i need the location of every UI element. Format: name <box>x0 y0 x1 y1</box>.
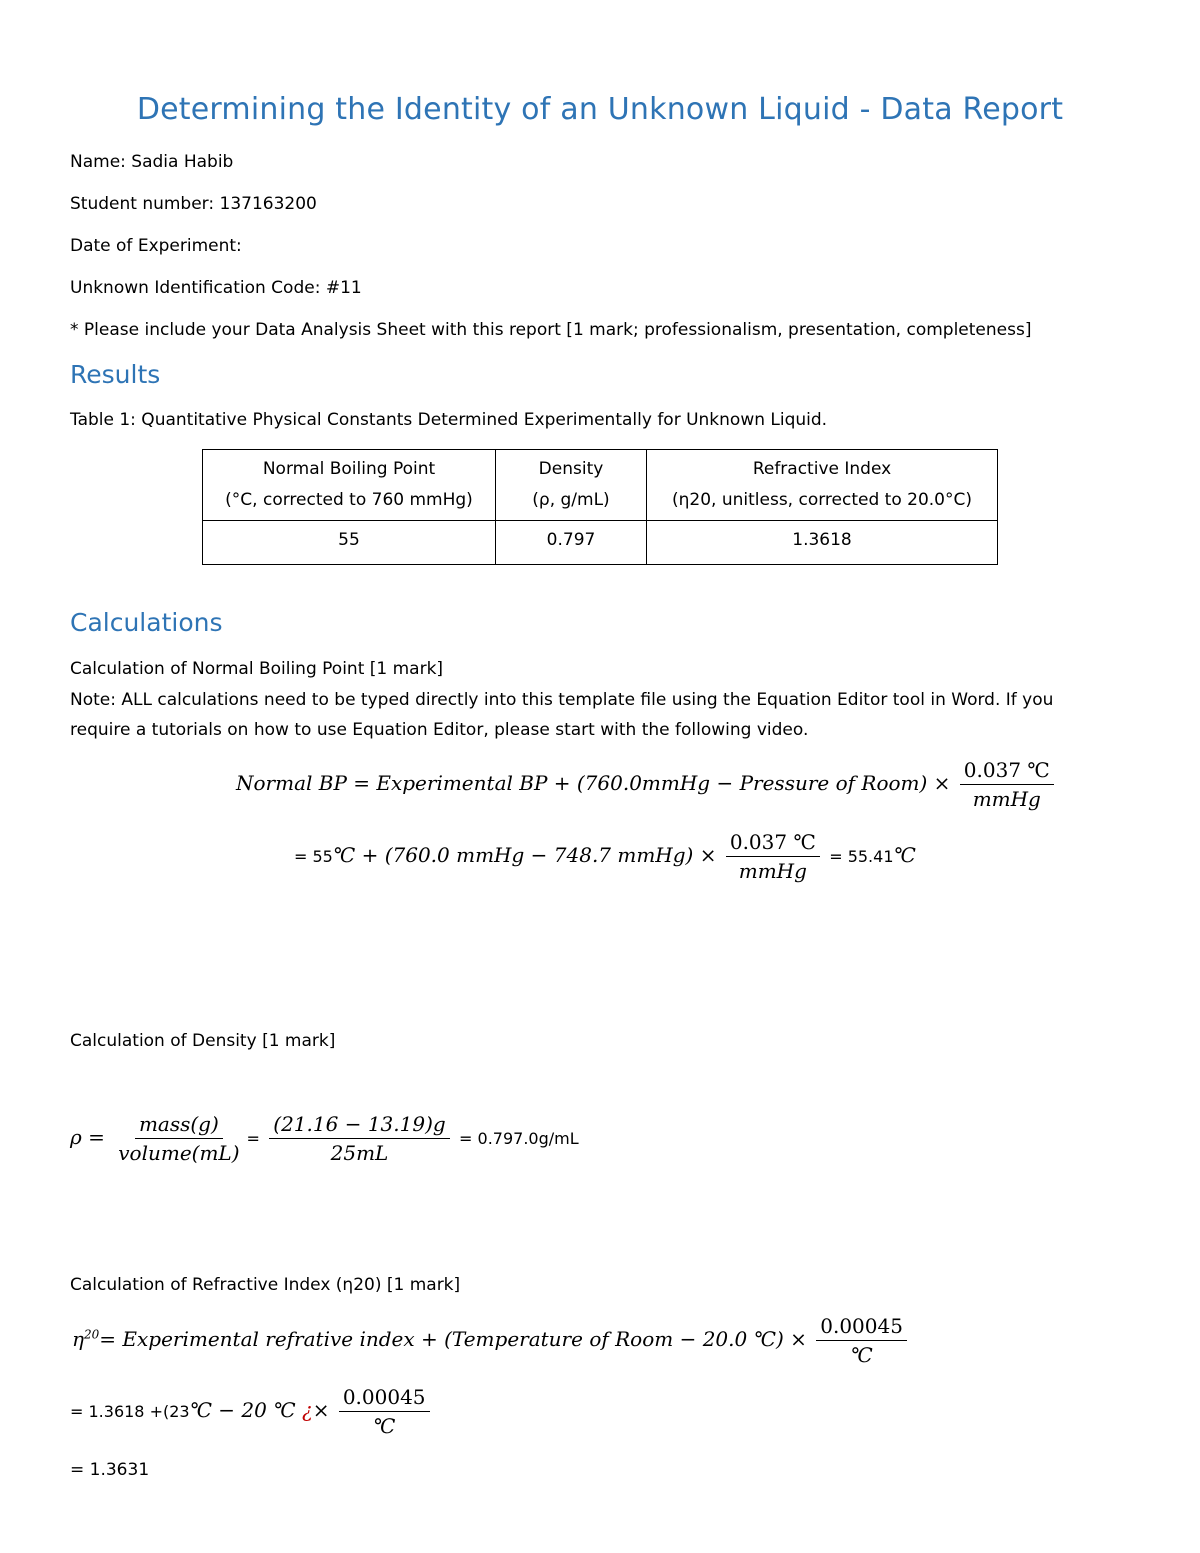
fraction-numerator: 0.00045 <box>339 1385 430 1412</box>
bp-equation-general <box>236 758 1057 811</box>
refractive-eq2-fraction <box>339 1385 430 1438</box>
equation-note-line2: require a tutorials on how to use Equation Editor, please start with the following video. <box>70 720 809 740</box>
fraction-numerator: 0.00045 <box>816 1314 907 1341</box>
fraction-denominator: mmHg <box>738 859 807 883</box>
refractive-eq-fraction <box>816 1314 907 1367</box>
refractive-eq2-red-glyph: ¿ <box>301 1398 313 1422</box>
fraction-numerator: (21.16 − 13.19)g <box>269 1112 449 1139</box>
header-line: (η20, unitless, corrected to 20.0°C) <box>672 490 972 510</box>
equals-sign: = <box>246 1129 260 1148</box>
refractive-eq2-prefix: = 1.3618 +(23 <box>70 1402 190 1421</box>
density-fraction-2 <box>269 1112 449 1165</box>
refractive-equation-substituted <box>70 1385 433 1438</box>
bp-equation-substituted <box>294 830 916 883</box>
fraction-numerator: 0.037 ℃ <box>726 830 820 857</box>
header-line: (°C, corrected to 760 mmHg) <box>225 490 473 510</box>
bp-eq2-unit: ℃ <box>893 843 916 867</box>
bp-calc-label: Calculation of Normal Boiling Point [1 mark] <box>70 659 444 679</box>
student-name: Name: Sadia Habib <box>70 152 234 172</box>
bp-eq-fraction <box>960 758 1054 811</box>
fraction-numerator: 0.037 ℃ <box>960 758 1054 785</box>
fraction-numerator: mass(g) <box>135 1112 223 1139</box>
density-result: = 0.797.0g/mL <box>459 1129 579 1148</box>
fraction-denominator: ℃ <box>373 1414 396 1438</box>
times-sign: × <box>312 1398 330 1422</box>
value-boiling-point: 55 <box>203 521 496 565</box>
refractive-result: = 1.3631 <box>70 1460 150 1480</box>
value-refractive-index: 1.3618 <box>647 521 998 565</box>
student-number: Student number: 137163200 <box>70 194 317 214</box>
value-density: 0.797 <box>496 521 647 565</box>
unknown-code: Unknown Identification Code: #11 <box>70 278 362 298</box>
table-caption: Table 1: Quantitative Physical Constants Determined Experimentally for Unknown Liquid. <box>70 410 828 430</box>
results-table <box>202 449 998 565</box>
equation-note-line1: Note: ALL calculations need to be typed directly into this template file using the Equation Editor tool in Word. If you <box>70 690 1054 710</box>
bp-eq2-fraction <box>726 830 820 883</box>
fraction-denominator: ℃ <box>850 1343 873 1367</box>
bp-eq2-prefix: = 55 <box>294 847 333 866</box>
refractive-equation-general <box>72 1314 910 1367</box>
density-equation <box>70 1112 579 1165</box>
document-title: Determining the Identity of an Unknown Liquid - Data Report <box>136 92 1064 127</box>
eta-superscript: 20 <box>83 1327 100 1342</box>
results-heading: Results <box>70 360 161 389</box>
rho-symbol: ρ = <box>70 1125 105 1149</box>
bp-eq2-result: = 55.41 <box>829 847 894 866</box>
fraction-denominator: volume(mL) <box>118 1141 240 1165</box>
fraction-denominator: mmHg <box>972 787 1041 811</box>
eta-symbol: η <box>72 1327 84 1351</box>
header-cell-boiling-point <box>203 450 496 521</box>
density-fraction-1 <box>114 1112 243 1165</box>
table-value-row <box>203 521 998 565</box>
header-line: Density <box>538 459 604 479</box>
refractive-calc-label: Calculation of Refractive Index (η20) [1 mark] <box>70 1275 461 1295</box>
refractive-eq-body: = Experimental refrative index + (Temperature of Room − 20.0 ℃) × <box>99 1327 807 1351</box>
header-cell-density <box>496 450 647 521</box>
bp-eq-lhs: Normal BP = Experimental BP + (760.0mmHg − Pressure of Room) × <box>236 771 951 795</box>
table-header-row <box>203 450 998 521</box>
submission-note: * Please include your Data Analysis Sheet with this report [1 mark; professionalism, presentation, completeness] <box>70 320 1032 340</box>
refractive-eq2-mid: ℃ − 20 ℃ <box>189 1398 296 1422</box>
header-line: Refractive Index <box>752 459 892 479</box>
density-calc-label: Calculation of Density [1 mark] <box>70 1031 336 1051</box>
bp-eq2-mid: ℃ + (760.0 mmHg − 748.7 mmHg) × <box>332 843 717 867</box>
header-line: Normal Boiling Point <box>262 459 436 479</box>
calculations-heading: Calculations <box>70 608 223 637</box>
header-line: (ρ, g/mL) <box>532 490 610 510</box>
header-cell-refractive-index <box>647 450 998 521</box>
fraction-denominator: 25mL <box>330 1141 389 1165</box>
experiment-date: Date of Experiment: <box>70 236 242 256</box>
